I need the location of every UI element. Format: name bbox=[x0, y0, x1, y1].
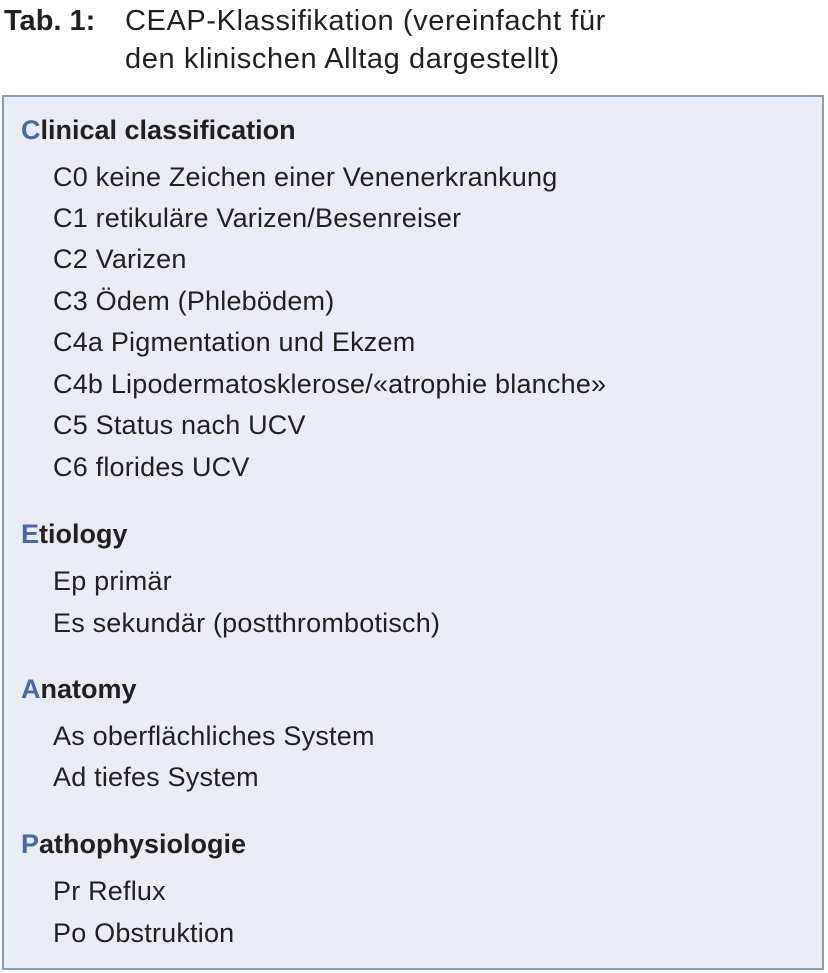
table-caption bbox=[4, 0, 824, 88]
section-initial: C bbox=[21, 115, 41, 145]
list-item: Ep primär bbox=[53, 566, 172, 596]
section-initial: E bbox=[21, 519, 40, 549]
caption-line-2: den klinischen Alltag dargestellt) bbox=[125, 43, 560, 75]
list-item: Po Obstruktion bbox=[53, 918, 235, 948]
list-item: C6 florides UCV bbox=[53, 452, 250, 482]
list-item: C0 keine Zeichen einer Venenerkrankung bbox=[53, 162, 558, 192]
section-title-anatomy bbox=[21, 671, 137, 707]
caption-line-1: CEAP-Klassifikation (vereinfacht für bbox=[125, 5, 606, 37]
section-title-etiology bbox=[21, 516, 128, 552]
list-item: C3 Ödem (Phlebödem) bbox=[53, 286, 335, 316]
list-item: Pr Reflux bbox=[53, 876, 166, 906]
section-title-rest: tiology bbox=[39, 519, 128, 549]
section-title-pathophysiologie bbox=[21, 826, 246, 862]
list-item: C2 Varizen bbox=[53, 244, 187, 274]
list-item: C5 Status nach UCV bbox=[53, 410, 306, 440]
list-item: C4a Pigmentation und Ekzem bbox=[53, 327, 416, 357]
section-initial: P bbox=[21, 829, 40, 859]
list-item: As oberflächliches System bbox=[53, 721, 375, 751]
caption-label: Tab. 1: bbox=[4, 5, 96, 37]
section-title-clinical bbox=[21, 112, 296, 148]
list-item: Es sekundär (postthrombotisch) bbox=[53, 608, 441, 638]
section-initial: A bbox=[21, 674, 41, 704]
list-item: C1 retikuläre Varizen/Besenreiser bbox=[53, 203, 462, 233]
list-item: Ad tiefes System bbox=[53, 762, 259, 792]
section-title-rest: linical classification bbox=[40, 115, 296, 145]
section-title-rest: athophysiologie bbox=[39, 829, 247, 859]
ceap-table bbox=[2, 95, 824, 970]
list-item: C4b Lipodermatosklerose/«atrophie blanche» bbox=[53, 369, 607, 399]
section-title-rest: natomy bbox=[40, 674, 137, 704]
